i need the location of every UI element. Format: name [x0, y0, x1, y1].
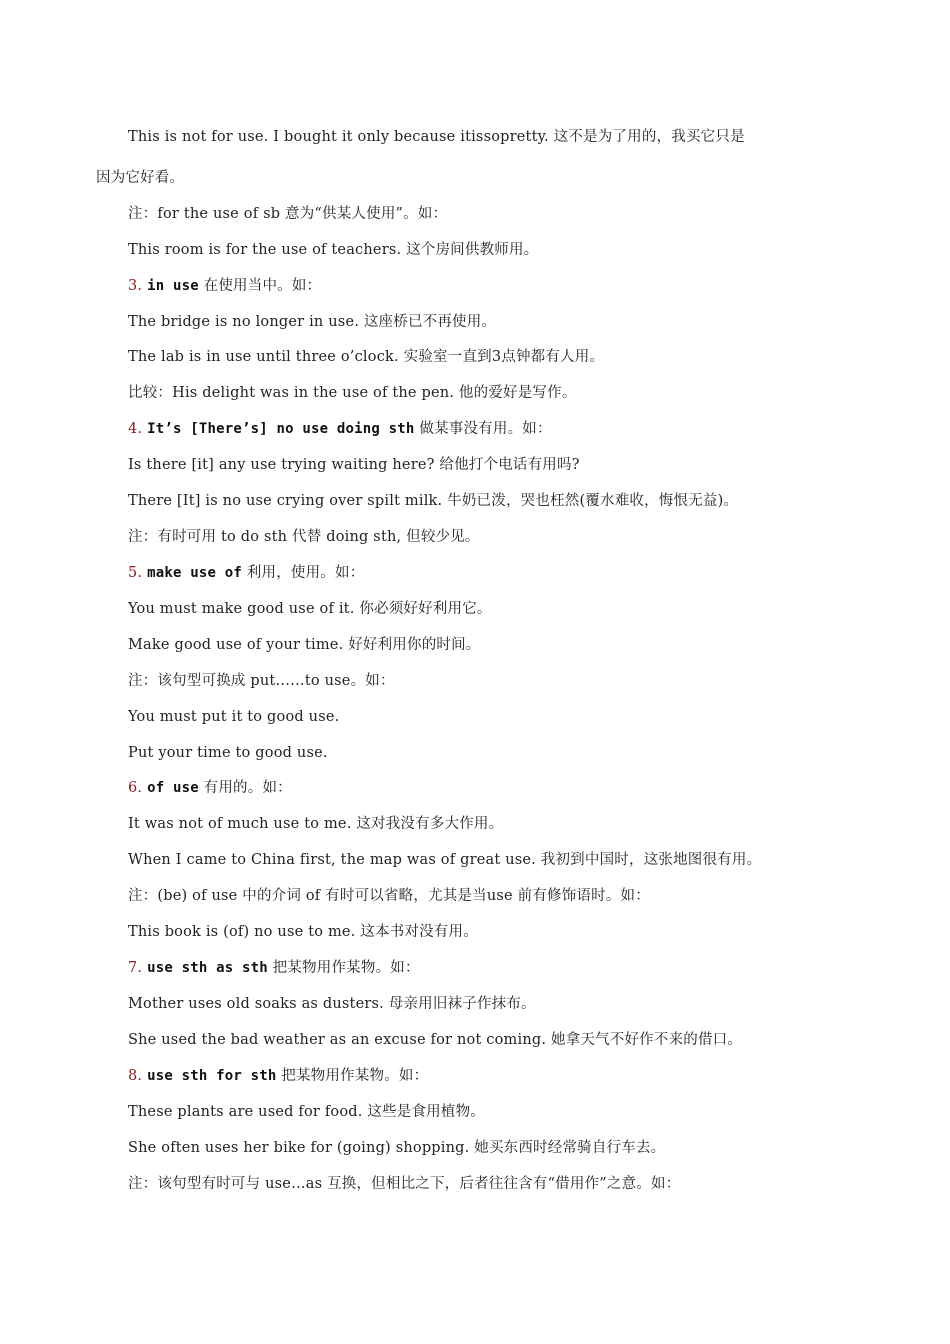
example-line: The bridge is no longer in use. 这座桥已不再使用。 — [128, 314, 497, 330]
example-line: When I came to China first, the map was of great use. 我初到中国时，这张地图很有用。 — [128, 852, 762, 868]
example-line: The lab is in use until three o’clock. 实验室一直到3点钟都有人用。 — [128, 349, 605, 365]
note-line: 注：有时可用 to do sth 代替 doing sth, 但较少见。 — [128, 529, 480, 545]
paragraph-line: This is not for use. I bought it only because itissopretty. 这不是为了用的，我买它只是 — [128, 129, 745, 145]
section-description: 把某物用作某物。如： — [276, 1068, 429, 1084]
example-line: You must put it to good use. — [128, 709, 340, 725]
paragraph-line: 因为它好看。 — [96, 170, 185, 186]
example-line: Make good use of your time. 好好利用你的时间。 — [128, 637, 481, 653]
section-description: 在使用当中。如： — [198, 278, 322, 294]
note-line: 注：for the use of sb 意为“供某人使用”。如： — [128, 206, 448, 222]
section-number: 7. — [128, 960, 143, 976]
section-heading-6 — [128, 778, 292, 798]
note-line: 注：(be) of use 中的介词 of 有时可以省略，尤其是当use 前有修饰语时。如： — [128, 888, 650, 904]
section-number: 4. — [128, 421, 143, 437]
example-line: This room is for the use of teachers. 这个房间供教师用。 — [128, 242, 539, 258]
example-line: She often uses her bike for (going) shopping. 她买东西时经常骑自行车去。 — [128, 1140, 666, 1156]
example-line: There [It] is no use crying over spilt milk. 牛奶已泼，哭也枉然(覆水难收，悔恨无益)。 — [128, 493, 739, 509]
example-line: Is there [it] any use trying waiting here? 给他打个电话有用吗? — [128, 457, 580, 473]
example-line: It was not of much use to me. 这对我没有多大作用。 — [128, 816, 504, 832]
section-heading-4 — [128, 419, 552, 439]
section-keyword: in use — [147, 278, 199, 294]
section-number: 3. — [128, 278, 143, 294]
section-heading-5 — [128, 563, 364, 583]
section-number: 6. — [128, 780, 143, 796]
section-number: 5. — [128, 565, 143, 581]
section-description: 做某事没有用。如： — [414, 421, 552, 437]
section-heading-8 — [128, 1066, 428, 1086]
section-keyword: make use of — [147, 565, 242, 581]
section-heading-3 — [128, 276, 321, 296]
example-line: You must make good use of it. 你必须好好利用它。 — [128, 601, 492, 617]
example-line: Mother uses old soaks as dusters. 母亲用旧袜子作抹布。 — [128, 996, 536, 1012]
note-line: 注：该句型有时可与 use…as 互换，但相比之下，后者往往含有“借用作”之意。如： — [128, 1176, 681, 1192]
comparison-line: 比较：His delight was in the use of the pen. 他的爱好是写作。 — [128, 385, 577, 401]
section-number: 8. — [128, 1068, 143, 1084]
section-keyword: It’s [There’s] no use doing sth — [147, 421, 415, 437]
section-keyword: use sth as sth — [147, 960, 268, 976]
section-description: 有用的。如： — [198, 780, 292, 796]
example-line: These plants are used for food. 这些是食用植物。 — [128, 1104, 485, 1120]
section-keyword: use sth for sth — [147, 1068, 277, 1084]
example-line: This book is (of) no use to me. 这本书对没有用。 — [128, 924, 478, 940]
section-keyword: of use — [147, 780, 199, 796]
section-heading-7 — [128, 958, 420, 978]
section-description: 利用，使用。如： — [241, 565, 365, 581]
example-line: Put your time to good use. — [128, 745, 328, 761]
section-description: 把某物用作某物。如： — [267, 960, 420, 976]
note-line: 注：该句型可换成 put……to use。如： — [128, 673, 395, 689]
example-line: She used the bad weather as an excuse for not coming. 她拿天气不好作不来的借口。 — [128, 1032, 743, 1048]
